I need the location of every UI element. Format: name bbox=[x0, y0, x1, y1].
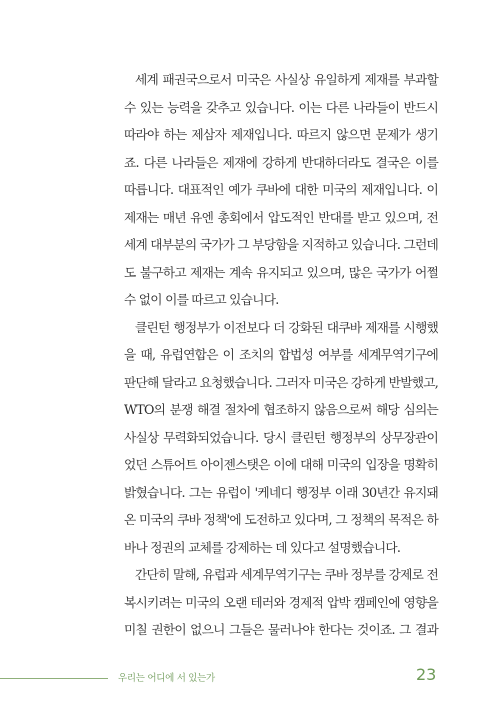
paragraph-1-line: 수 있는 능력을 갖추고 있습니다. 이는 다른 나라들이 반드시 bbox=[124, 99, 438, 115]
paragraph-2-line: 클린턴 행정부가 이전보다 더 강화된 대쿠바 제재를 시행했 bbox=[135, 319, 438, 335]
paragraph-3-line: 복시키려는 미국의 오랜 테러와 경제적 압박 캠페인에 영향을 bbox=[124, 594, 438, 610]
paragraph-1-line: 세계 대부분의 국가가 그 부당함을 지적하고 있습니다. 그런데 bbox=[124, 237, 438, 252]
paragraph-2-line: 온 미국의 쿠바 정책'에 도전하고 있다며, 그 정책의 목적은 하 bbox=[124, 512, 438, 527]
paragraph-1-line: 세계 패권국으로서 미국은 사실상 유일하게 제재를 부과할 bbox=[135, 72, 438, 87]
page-footer bbox=[0, 665, 500, 688]
body-text bbox=[124, 66, 438, 644]
paragraph-1-line: 따릅니다. 대표적인 예가 쿠바에 대한 미국의 제재입니다. 이 bbox=[124, 182, 438, 197]
paragraph-2-line: 바나 정권의 교체를 강제하는 데 있다고 설명했습니다. bbox=[124, 539, 401, 555]
page-number: 23 bbox=[416, 665, 437, 684]
paragraph-1-line: 제재는 매년 유엔 총회에서 압도적인 반대를 받고 있으며, 전 bbox=[124, 209, 438, 225]
paragraph-2-line: 었던 스튜어트 아이젠스탯은 이에 대해 미국의 입장을 명확히 bbox=[124, 457, 438, 472]
paragraph-3-line: 미칠 권한이 없으니 그들은 물러나야 한다는 것이죠. 그 결과 bbox=[124, 622, 438, 637]
paragraph-2-line: 밝혔습니다. 그는 유럽이 '케네디 행정부 이래 30년간 유지돼 bbox=[124, 484, 438, 500]
paragraph-2-line: 을 때, 유럽연합은 이 조치의 합법성 여부를 세계무역기구에 bbox=[124, 347, 438, 362]
paragraph-1-line: 죠. 다른 나라들은 제재에 강하게 반대하더라도 결국은 이를 bbox=[124, 154, 438, 170]
paragraph-1-line: 도 불구하고 제재는 계속 유지되고 있으며, 많은 국가가 어쩔 bbox=[124, 264, 438, 280]
paragraph-3-line: 간단히 말해, 유럽과 세계무역기구는 쿠바 정부를 강제로 전 bbox=[135, 567, 438, 582]
paragraph-1-line: 수 없이 이를 따르고 있습니다. bbox=[124, 292, 279, 307]
paragraph-2-line: WTO의 분쟁 해결 절차에 협조하지 않음으로써 해당 심의는 bbox=[124, 402, 438, 417]
running-title: 우리는 어디에 서 있는가 bbox=[118, 673, 215, 684]
paragraph-2-line: 판단해 달라고 요청했습니다. 그러자 미국은 강하게 반발했고, bbox=[124, 374, 438, 390]
paragraph-1-line: 따라야 하는 제삼자 제재입니다. 따르지 않으면 문제가 생기 bbox=[124, 127, 438, 142]
footer-divider bbox=[0, 678, 108, 679]
paragraph-2-line: 사실상 무력화되었습니다. 당시 클린턴 행정부의 상무장관이 bbox=[124, 429, 438, 445]
